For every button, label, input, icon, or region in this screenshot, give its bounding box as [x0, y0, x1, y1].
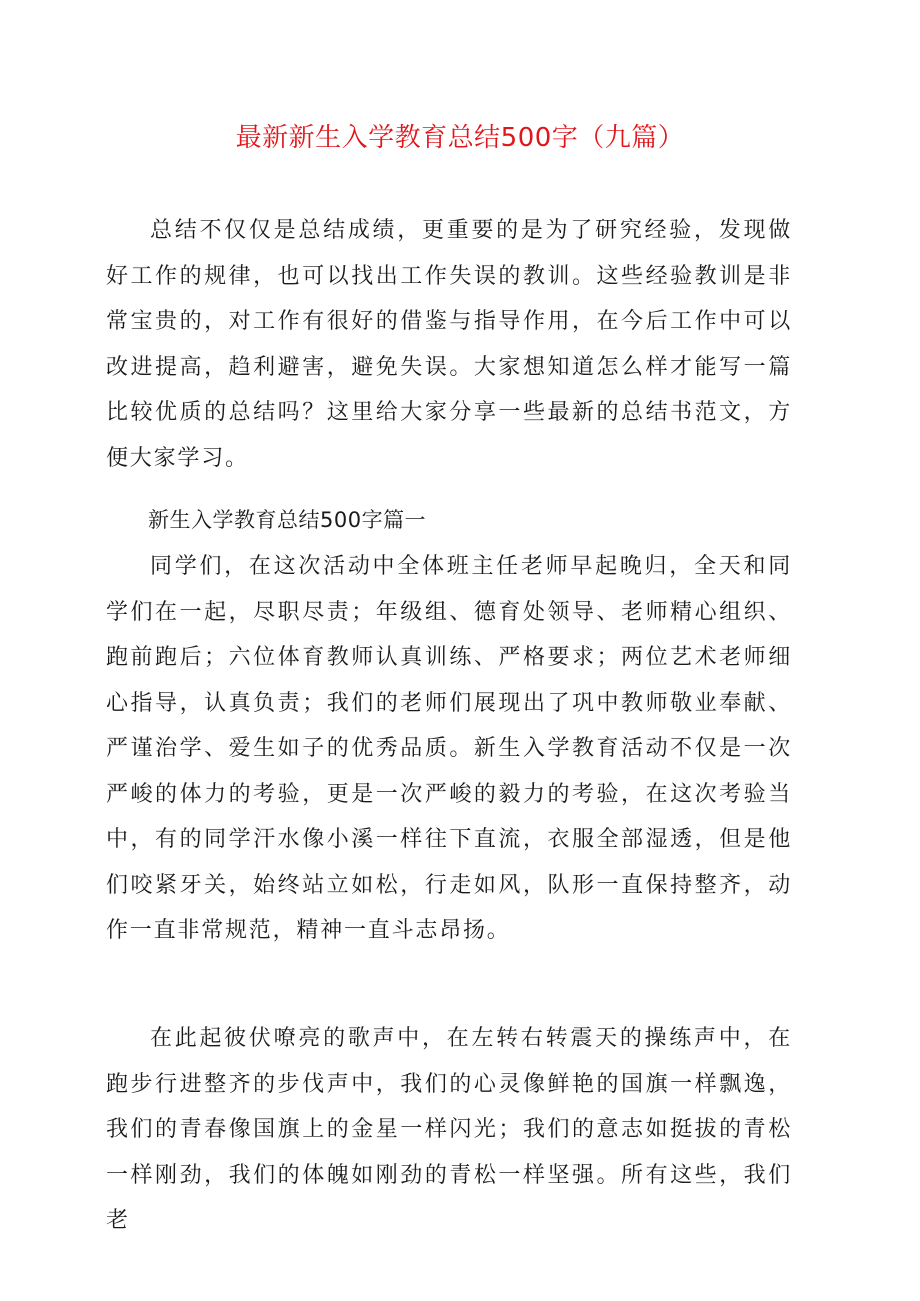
intro-paragraph: 总结不仅仅是总结成绩，更重要的是为了研究经验，发现做好工作的规律，也可以找出工作失误的教训。这些经验教训是非常宝贵的，对工作有很好的借鉴与指导作用，在今后工作中可以改进提高，趋利避害，避免失误。大家想知道怎么样才能写一篇比较优质的总结吗？这里给大家分享一些最新的总结书范文，方便大家学习。	[106, 218, 792, 471]
body-paragraph-2: 在此起彼伏嘹亮的歌声中，在左转右转震天的操练声中，在跑步行进整齐的步伐声中，我们的心灵像鲜艳的国旗一样飘逸，我们的青春像国旗上的金星一样闪光；我们的意志如挺拔的青松一样刚劲，我们的体魄如刚劲的青松一样坚强。所有这些，我们老	[106, 1026, 792, 1233]
document-title: 最新新生入学教育总结500字（九篇）	[235, 123, 685, 153]
body-paragraph-1: 同学们，在这次活动中全体班主任老师早起晚归，全天和同学们在一起，尽职尽责；年级组、德育处领导、老师精心组织、跑前跑后；六位体育教师认真训练、严格要求；两位艺术老师细心指导，认真负责；我们的老师们展现出了巩中教师敬业奉献、严谨治学、爱生如子的优秀品质。新生入学教育活动不仅是一次严峻的体力的考验，更是一次严峻的毅力的考验，在这次考验当中，有的同学汗水像小溪一样往下直流，衣服全部湿透，但是他们咬紧牙关，始终站立如松，行走如风，队形一直保持整齐，动作一直非常规范，精神一直斗志昂扬。	[106, 554, 792, 943]
section-heading: 新生入学教育总结500字篇一	[148, 508, 427, 532]
